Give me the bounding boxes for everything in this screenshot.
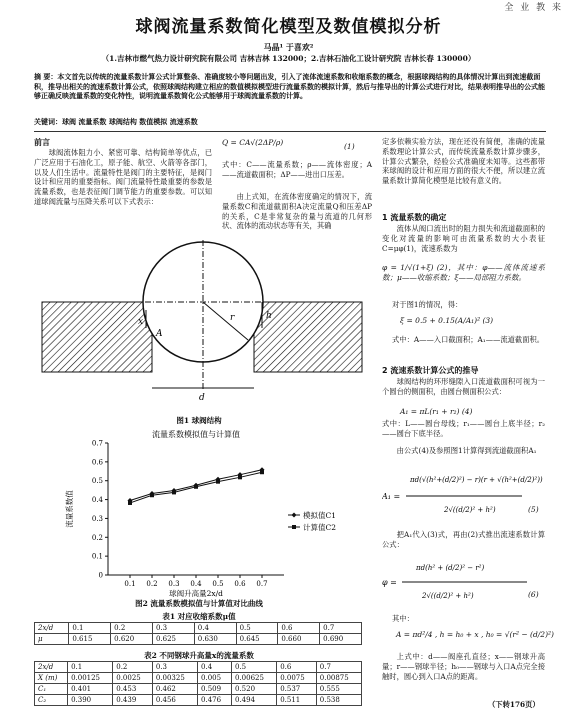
label-x: x — [138, 317, 144, 327]
formula-5 — [382, 468, 545, 530]
table-2-cell: 0.494 — [232, 695, 277, 706]
paper-authors: 马晶¹ 于喜欢² — [263, 42, 314, 52]
figure-1-caption: 图1 球阀结构 — [176, 416, 222, 425]
figure-2-chart — [34, 427, 364, 601]
series-2-point — [194, 485, 198, 489]
y-tick-label: 0.4 — [91, 496, 103, 505]
table-2-cell: 0.005 — [198, 673, 232, 684]
header-rule — [34, 131, 546, 132]
table-2-cell: 0.538 — [316, 695, 361, 706]
continued-note: （下转176页） — [488, 700, 540, 709]
y-tick-label: 0.3 — [91, 514, 103, 523]
keywords: 关键词：球阀 流量系数 球阀结构 数值模拟 流速系数 — [34, 117, 198, 126]
formula-6-number: (6) — [528, 590, 539, 599]
label-d: d — [199, 393, 205, 403]
table-1-cell: 0.4 — [194, 623, 236, 634]
table-2-cell: C₂ — [35, 695, 68, 706]
table-2-cell: 0.520 — [232, 684, 277, 695]
formula-2: φ = 1/√(1+ξ) (2)，其中：φ——流体流速系数；μ——收缩系数；ξ——局部阻力系数。 — [382, 263, 545, 282]
y-tick-label: 0.5 — [91, 477, 103, 486]
y-tick-label: 0.1 — [91, 552, 103, 561]
table-2-cell: 0.401 — [68, 684, 113, 695]
paper-title: 球阀流量系数简化模型及数值模拟分析 — [135, 17, 442, 37]
formula-4-where: 式中：L——圆台母线；r₁——圆台上底半径；r₂——圆台下底半径。 — [382, 419, 545, 438]
table-2-cell: 0.453 — [113, 684, 153, 695]
table-2-cell: 0.439 — [113, 695, 153, 706]
table-2-cell: 2x/d — [35, 662, 68, 673]
formula-3: ξ = 0.5 + 0.15(A/A₁)² (3) — [400, 316, 494, 325]
y-tick-label: 0.2 — [91, 533, 103, 542]
series-2-point — [216, 480, 220, 484]
table-2-cell: 0.390 — [68, 695, 113, 706]
x-tick-label: 0.7 — [256, 580, 268, 588]
table-1-cell: 0.620 — [111, 634, 153, 645]
table-1-cell: 0.690 — [320, 634, 362, 645]
abstract: 摘 要：本文首先以传统的流量系数计算公式计算整条、准确度较小等问题出发，引入了流体流速系数和收缩系数的概念，根据球阀结构的具体情况计算出到流速截面积，推导出相关的流速系数计算公式，依照球阀结构建立相应的数值模拟模型进行流量系数的模拟计算，然后与推导出的计算公式进行对比，结果表明推导出的公式能够正确反映流量系数的变化特性，说明流量系数简化公式能够用于球阀流量系数的计算。 — [34, 72, 545, 100]
table-1-cell: 2x/d — [35, 623, 69, 634]
table-2-cell: X (m) — [35, 673, 68, 684]
figure-1-ball-valve — [34, 240, 364, 414]
series-2-point — [150, 493, 154, 497]
paper-affiliation: （1.吉林市燃气热力设计研究院有限公司 吉林吉林 132000；2.吉林石油化工设计研究院 吉林长春 130000） — [101, 54, 476, 63]
table-1-row — [35, 623, 362, 634]
table-1-cell: 0.6 — [278, 623, 320, 634]
series-2-point — [128, 501, 132, 505]
table-2-row — [35, 684, 362, 695]
label-h: h — [266, 311, 272, 321]
formula-1-where: 式中：C——流量系数；ρ——流体密度；A——流道截面积；ΔP——进出口压差。 — [222, 160, 372, 179]
table-2-cell: 0.511 — [277, 695, 317, 706]
page-corner-label: 全 业 教 来 — [504, 3, 563, 13]
table-2 — [34, 661, 362, 706]
intro-paragraph: 球阀流体阻力小、紧密可靠、结构简单等优点，已广泛应用于石油化工，原子能、航空、火箭等各部门，以及人们生活中。流量特性是阀门的主要特征，是阀门设计和应用的重要指标。阀门流量特性最重要的参数是流量系数，也是表征阀门调节能力的重要参数。可以知道球阀流量与压降关系可以下式表示： — [34, 148, 212, 206]
formula-5-number: (5) — [528, 505, 539, 514]
chart-title: 流量系数模拟值与计算值 — [152, 430, 240, 439]
svg-text:πd(h² + (d/2)² − r²): πd(h² + (d/2)² − r²) — [416, 564, 485, 572]
table-2-cell: 0.00875 — [316, 673, 361, 684]
table-2-cell: 0.456 — [152, 695, 197, 706]
x-tick-label: 0.5 — [212, 580, 224, 588]
table-2-cell: 0.555 — [316, 684, 361, 695]
table-1-cell: 0.1 — [69, 623, 111, 634]
x-tick-label: 0.3 — [168, 580, 180, 588]
y-tick-label: 0.6 — [91, 458, 103, 467]
formula-4: A₁ = πL(r₁ + r₂) (4) — [400, 407, 473, 416]
table-1-caption: 表1 对应收缩系数μ值 — [162, 612, 236, 621]
svg-text:2√((d/2)² + h²): 2√((d/2)² + h²) — [444, 506, 496, 514]
table-2-cell: 0.3 — [152, 662, 197, 673]
table-2-row — [35, 662, 362, 673]
table-2-cell: 0.00625 — [232, 673, 277, 684]
figure-2-caption: 图2 流量系数模拟值与计算值对比曲线 — [135, 599, 263, 608]
series-2-point — [260, 470, 264, 474]
x-axis-label: 球阀升高量2x/d — [169, 589, 223, 597]
table-2-cell: 0.462 — [152, 684, 197, 695]
table-1-cell: 0.660 — [278, 634, 320, 645]
table-2-cell: 0.0025 — [113, 673, 153, 684]
series-2-point — [238, 475, 242, 479]
legend-marker-2 — [292, 525, 296, 529]
table-1-row — [35, 634, 362, 645]
table-2-cell: C₁ — [35, 684, 68, 695]
y-tick-label: 0 — [98, 571, 103, 580]
table-2-cell: 0.509 — [198, 684, 232, 695]
x-tick-label: 0.1 — [124, 580, 136, 588]
table-2-cell: 0.476 — [198, 695, 232, 706]
y-axis-label: 流量系数值 — [65, 490, 74, 528]
svg-text:2√((d/2)² + h²): 2√((d/2)² + h²) — [422, 592, 474, 600]
formula-6-where-label: 其中： — [392, 614, 414, 623]
formula-6-where: 上式中：d——阀座孔直径；x——钢球升高量；r——钢球半径；h₀——钢球与入口A点完全接触时，圆心到入口A点的距离。 — [382, 652, 545, 681]
col3-paragraph-3: 对于图1的情况，得： — [392, 300, 463, 309]
formula-7: A = πd²/4 , h = h₀ + x , h₀ = √(r² − (d/2)²) — [396, 630, 554, 639]
label-A: A — [156, 329, 163, 339]
table-1-cell: 0.5 — [236, 623, 278, 634]
table-1-cell: 0.625 — [152, 634, 194, 645]
table-2-cell: 0.0075 — [277, 673, 317, 684]
table-1-cell: 0.3 — [152, 623, 194, 634]
col3-paragraph-5: 由公式(4)及参照图1计算得到流道截面积A₁ — [396, 446, 537, 455]
section-heading-1: 1 流量系数的确定 — [382, 213, 447, 222]
table-2-row — [35, 673, 362, 684]
table-2-cell: 0.7 — [316, 662, 361, 673]
formula-1: Q = CA√(2ΔP/ρ) — [222, 138, 284, 147]
col2-paragraph: 由上式知，在流体密度确定的情况下，流量系数C和流道截面积A决定流量Q和压差ΔP的关系，C是非常复杂的量与流道的几何形状、流体的流动状态等有关，其确 — [222, 192, 372, 231]
col3-paragraph-1: 定多依赖实验方法，现在还没有简便，准确的流量系数理论计算公式，而传统流量系数计算步骤多，计算公式繁杂，经验公式准确度未知等。这些都带来球阀的设计和应用方面的很大不便，所以建立流量系数计算简化模型是比较有意义的。 — [382, 137, 545, 186]
svg-text:A₁ =: A₁ = — [382, 492, 401, 501]
x-tick-label: 0.6 — [234, 580, 246, 588]
table-2-cell: 0.2 — [113, 662, 153, 673]
table-2-row — [35, 695, 362, 706]
formula-1-number: (1) — [344, 142, 355, 151]
svg-text:φ =: φ = — [382, 578, 397, 587]
table-2-cell: 0.537 — [277, 684, 317, 695]
table-2-cell: 0.1 — [68, 662, 113, 673]
col3-paragraph-2: 流体从阀口流出时的阻力损失和流道截面积的变化对流量的影响可由流量系数的大小表征C=μφ(1)，流速系数为 — [382, 224, 545, 253]
formula-3-where: 式中：A——入口截面积；A₁——流道截面积。 — [392, 335, 545, 344]
section-heading-intro: 前言 — [34, 138, 50, 147]
legend-label-1: 模拟值C1 — [303, 511, 337, 520]
formula-6 — [382, 556, 532, 614]
table-2-cell: 0.00325 — [152, 673, 197, 684]
table-1 — [34, 622, 362, 645]
x-tick-label: 0.2 — [146, 580, 158, 588]
label-r: r — [230, 313, 235, 323]
table-2-cell: 0.6 — [277, 662, 317, 673]
table-1-cell: 0.2 — [111, 623, 153, 634]
col3-paragraph-6: 把A₁代入(3)式，再由(2)式推出流速系数计算公式： — [382, 530, 545, 549]
table-2-cell: 0.00125 — [68, 673, 113, 684]
legend-marker-1 — [292, 513, 297, 518]
table-1-cell: 0.7 — [320, 623, 362, 634]
table-1-cell: 0.630 — [194, 634, 236, 645]
section-heading-2: 2 流速系数计算公式的推导 — [382, 366, 479, 375]
table-1-cell: 0.645 — [236, 634, 278, 645]
table-1-cell: μ — [35, 634, 69, 645]
col3-paragraph-4: 球阀结构的环形缝隙入口流道截面积可视为一个圆台的侧面积，由圆台侧面积公式： — [382, 377, 545, 396]
y-tick-label: 0.7 — [91, 439, 103, 448]
table-1-cell: 0.615 — [69, 634, 111, 645]
legend-label-2: 计算值C2 — [303, 523, 337, 532]
table-2-cell: 0.4 — [198, 662, 232, 673]
series-2-point — [172, 490, 176, 494]
svg-text:πd(√(h²+(d/2)²) − r)(r + √(h²+: πd(√(h²+(d/2)²) − r)(r + √(h²+(d/2)²)) — [410, 476, 543, 484]
table-2-caption: 表2 不同钢球升高量x的流量系数 — [144, 651, 254, 660]
x-tick-label: 0.4 — [190, 580, 202, 588]
table-2-cell: 0.5 — [232, 662, 277, 673]
valve-seat-left — [42, 302, 152, 372]
